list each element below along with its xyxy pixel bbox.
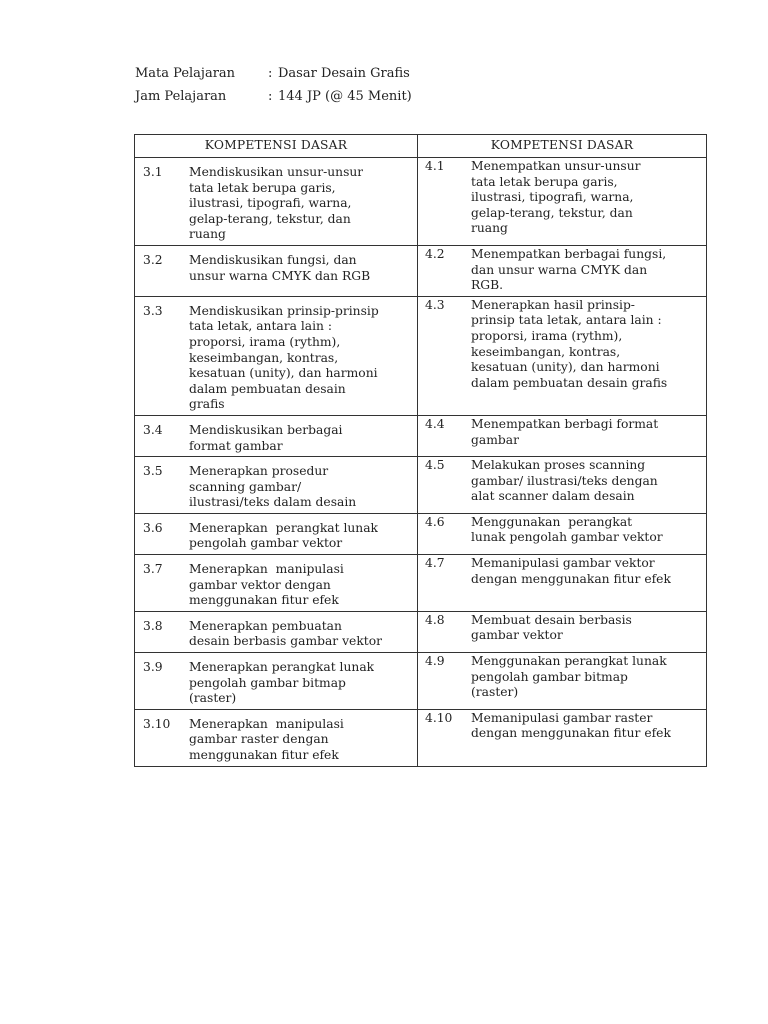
competency-text: Menerapkan hasil prinsip- prinsip tata letak, antara lain : proporsi, irama (rythm), keseimbangan, kontras, kesatuan (unity), dan harmoni dalam pembuatan desain grafis — [471, 297, 668, 390]
column-header-left: KOMPETENSI DASAR — [135, 135, 418, 158]
right-cell — [418, 653, 707, 710]
competency-text: Menempatkan unsur-unsur tata letak berupa garis, ilustrasi, tipografi, warna, gelap-terang, tekstur, dan ruang — [471, 159, 641, 236]
competency-text: Membuat desain berbasis gambar vektor — [471, 612, 632, 643]
competency-number: 4.6 — [425, 514, 445, 529]
table-row — [135, 653, 707, 710]
competency-number: 3.2 — [143, 252, 163, 267]
competency-text: Menggunakan perangkat lunak pengolah gambar bitmap (raster) — [471, 654, 667, 700]
competency-number: 3.7 — [143, 562, 163, 577]
hours-label: Jam Pelajaran — [135, 89, 227, 104]
table-row — [135, 457, 707, 514]
competency-text: Menerapkan manipulasi gambar vektor dengan menggunakan fitur efek — [189, 562, 344, 608]
competency-text: Menerapkan prosedur scanning gambar/ ilustrasi/teks dalam desain — [189, 464, 357, 510]
competency-number: 4.3 — [425, 297, 445, 312]
competency-number: 3.10 — [143, 716, 171, 731]
left-cell — [135, 245, 418, 296]
subject-value: Dasar Desain Grafis — [278, 66, 410, 81]
competency-text: Mendiskusikan prinsip-prinsip tata letak, antara lain : proporsi, irama (rythm), keseimbangan, kontras, kesatuan (unity), dan harmoni dalam pembuatan desain grafis — [189, 303, 379, 412]
competency-text: Menerapkan perangkat lunak pengolah gambar bitmap (raster) — [189, 660, 375, 706]
right-cell — [418, 457, 707, 514]
competency-number: 3.9 — [143, 660, 163, 675]
left-cell — [135, 457, 418, 514]
competency-number: 4.4 — [425, 416, 445, 431]
competency-text: Menempatkan berbagi format gambar — [471, 416, 659, 447]
table-row — [135, 158, 707, 246]
hours-value: 144 JP (@ 45 Menit) — [278, 89, 412, 104]
table-row — [135, 555, 707, 612]
competency-text: Memanipulasi gambar vektor dengan menggunakan fitur efek — [471, 556, 671, 586]
competency-number: 4.1 — [425, 159, 445, 173]
competency-number: 4.8 — [425, 612, 445, 627]
competency-number: 3.4 — [143, 422, 163, 437]
left-cell — [135, 653, 418, 710]
table-row — [135, 415, 707, 456]
subject-label: Mata Pelajaran — [135, 66, 236, 81]
document-header — [135, 62, 412, 108]
column-header-right: KOMPETENSI DASAR — [418, 135, 707, 158]
hours-row — [135, 85, 412, 108]
table-row — [135, 296, 707, 415]
left-cell — [135, 158, 418, 246]
right-cell — [418, 415, 707, 456]
competency-number: 4.10 — [425, 710, 453, 725]
competency-text: Melakukan proses scanning gambar/ ilustrasi/teks dengan alat scanner dalam desain — [471, 458, 658, 504]
left-cell — [135, 415, 418, 456]
left-cell — [135, 709, 418, 766]
subject-colon: : — [268, 66, 273, 81]
competency-table — [134, 134, 707, 767]
competency-number: 4.7 — [425, 556, 445, 571]
right-cell — [418, 513, 707, 554]
competency-number: 4.2 — [425, 246, 445, 261]
competency-number: 3.8 — [143, 618, 163, 633]
table-row — [135, 611, 707, 652]
table-row — [135, 709, 707, 766]
right-cell — [418, 555, 707, 612]
right-cell — [418, 611, 707, 652]
hours-colon: : — [268, 89, 273, 104]
left-cell — [135, 555, 418, 612]
subject-row — [135, 62, 412, 85]
competency-text: Menerapkan manipulasi gambar raster dengan menggunakan fitur efek — [189, 716, 344, 762]
competency-text: Menerapkan pembuatan desain berbasis gambar vektor — [189, 618, 382, 649]
competency-text: Mendiskusikan unsur-unsur tata letak berupa garis, ilustrasi, tipografi, warna, gelap-terang, tekstur, dan ruang — [189, 165, 364, 242]
right-cell — [418, 709, 707, 766]
left-cell — [135, 611, 418, 652]
right-cell — [418, 296, 707, 415]
competency-text: Menerapkan perangkat lunak pengolah gambar vektor — [189, 520, 379, 551]
competency-number: 3.6 — [143, 520, 163, 535]
table-header-row — [135, 135, 707, 158]
table-row — [135, 245, 707, 296]
competency-text: Menempatkan berbagai fungsi, dan unsur warna CMYK dan RGB. — [471, 246, 667, 293]
competency-number: 4.9 — [425, 654, 445, 669]
right-cell — [418, 245, 707, 296]
competency-text: Memanipulasi gambar raster dengan menggunakan fitur efek — [471, 710, 671, 741]
competency-number: 4.5 — [425, 458, 445, 473]
competency-number: 3.5 — [143, 464, 163, 479]
competency-text: Menggunakan perangkat lunak pengolah gambar vektor — [471, 514, 663, 545]
left-cell — [135, 296, 418, 415]
right-cell — [418, 158, 707, 246]
competency-number: 3.3 — [143, 303, 163, 318]
table-row — [135, 513, 707, 554]
competency-text: Mendiskusikan fungsi, dan unsur warna CMYK dan RGB — [189, 252, 371, 283]
competency-text: Mendiskusikan berbagai format gambar — [189, 422, 343, 453]
left-cell — [135, 513, 418, 554]
competency-number: 3.1 — [143, 165, 163, 179]
